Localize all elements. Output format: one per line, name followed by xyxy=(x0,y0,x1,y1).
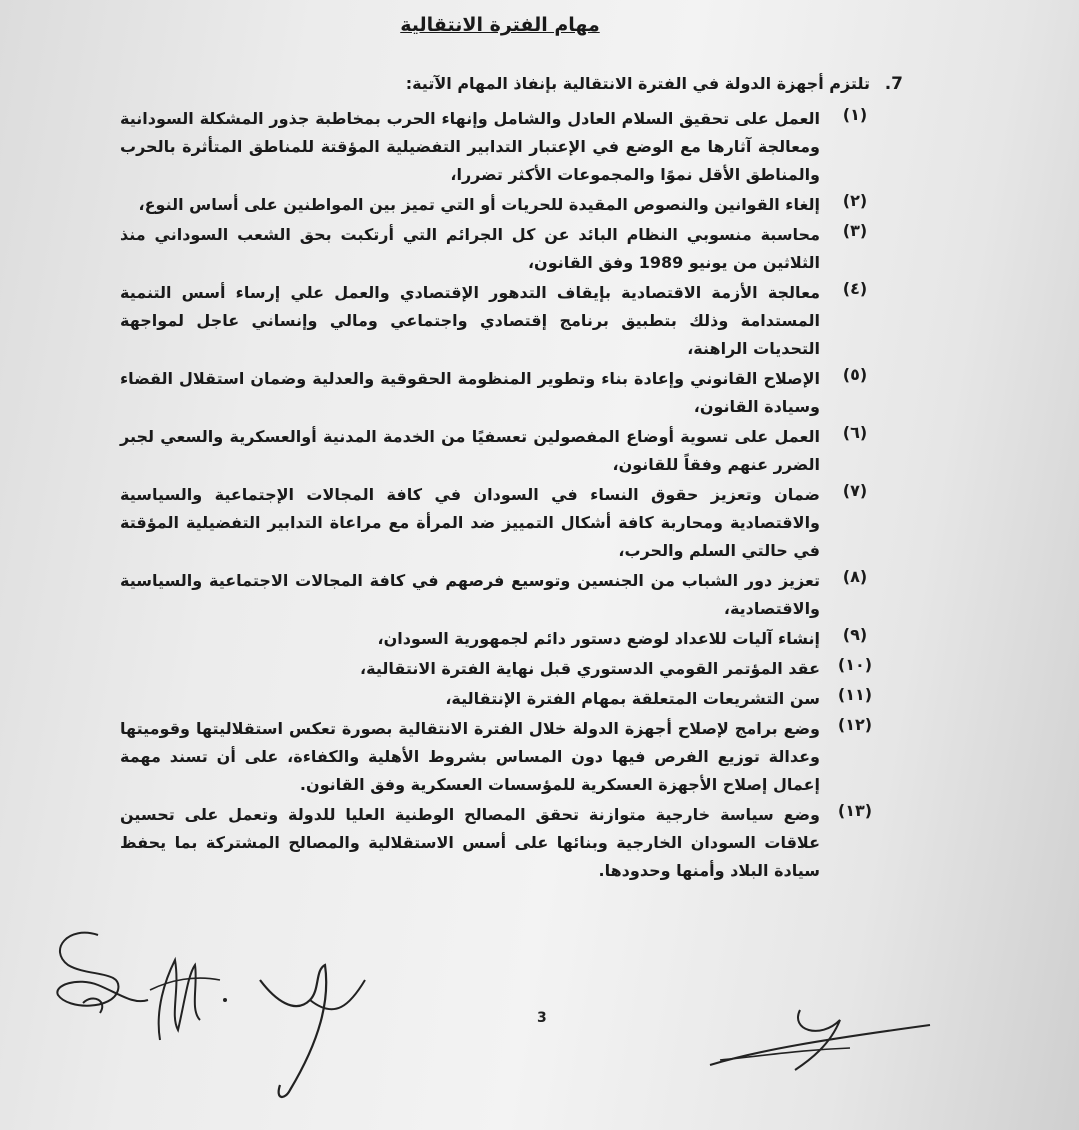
item-number: (١) xyxy=(842,105,868,124)
item-text: محاسبة منسوبي النظام البائد عن كل الجرائم التي أرتكبت بحق الشعب السوداني منذ الثلاثين من يونيو 1989 وفق القانون، xyxy=(120,225,820,272)
item-text: إلغاء القوانين والنصوص المقيدة للحريات أو التي تميز بين المواطنين على أساس النوع، xyxy=(138,195,820,214)
list-item xyxy=(120,221,880,277)
item-text: عقد المؤتمر القومي الدستوري قبل نهاية الفترة الانتقالية، xyxy=(360,659,820,678)
item-number: (٤) xyxy=(842,279,868,298)
item-number: (٧) xyxy=(842,481,868,500)
item-number: (٥) xyxy=(842,365,868,384)
item-number: (١٣) xyxy=(837,801,873,820)
signature-3 xyxy=(250,960,380,1110)
item-text: تعزيز دور الشباب من الجنسين وتوسيع فرصهم في كافة المجالات الاجتماعية والسياسية والاقتصادية، xyxy=(120,571,820,618)
list-item xyxy=(120,715,880,799)
list-item xyxy=(120,625,880,653)
item-number: (٩) xyxy=(842,625,868,644)
item-text: وضع برامج لإصلاح أجهزة الدولة خلال الفترة الانتقالية بصورة تعكس استقلاليتها وقوميتها وعدالة توزيع الفرص فيها دون المساس بشروط الأهلية والكفاءة، على أن تسند مهمة إعمال إصلاح الأجهزة العسكرية للمؤسسات العسكرية وفق القانون. xyxy=(120,719,820,794)
item-number: (٢) xyxy=(842,191,868,210)
signature-4 xyxy=(700,990,940,1080)
list-item xyxy=(120,567,880,623)
item-text: الإصلاح القانوني وإعادة بناء وتطوير المنظومة الحقوقية والعدلية وضمان استقلال القضاء وسيادة القانون، xyxy=(120,369,820,416)
list-item xyxy=(120,481,880,565)
list-item xyxy=(120,105,880,189)
item-number: (١٠) xyxy=(837,655,873,674)
clause-intro: تلتزم أجهزة الدولة في الفترة الانتقالية بإنفاذ المهام الآتية: xyxy=(405,74,870,93)
page-title: مهام الفترة الانتقالية xyxy=(400,14,600,36)
item-text: معالجة الأزمة الاقتصادية بإيقاف التدهور الإقتصادي والعمل علي إرساء أسس التنمية المستدامة وذلك بتطبيق برنامج إقتصادي واجتماعي ومالي وإنساني عاجل لمواجهة التحديات الراهنة، xyxy=(120,283,820,358)
item-number: (١١) xyxy=(837,685,873,704)
item-text: العمل على تسوية أوضاع المفصولين تعسفيًا من الخدمة المدنية أوالعسكرية والسعي لجبر الضرر عنهم وفقاً للقانون، xyxy=(120,427,820,474)
item-text: ضمان وتعزيز حقوق النساء في السودان في كافة المجالات الإجتماعية والسياسية والاقتصادية ومحاربة كافة أشكال التمييز ضد المرأة مع مراعاة التدابير التفضيلية المؤقتة في حالتي السلم والحرب، xyxy=(120,485,820,560)
item-number: (٣) xyxy=(842,221,868,240)
item-text: وضع سياسة خارجية متوازنة تحقق المصالح الوطنية العليا للدولة وتعمل على تحسين علاقات السودان الخارجية وبنائها على أسس الاستقلالية والمصالح المشتركة بما يحفظ سيادة البلاد وأمنها وحدودها. xyxy=(120,805,820,880)
page-number: 3 xyxy=(537,1010,547,1026)
signature-2 xyxy=(140,930,240,1060)
list-item xyxy=(120,655,880,683)
item-number: (٨) xyxy=(842,567,868,586)
task-list xyxy=(120,105,880,887)
item-text: إنشاء آليات للاعداد لوضع دستور دائم لجمهورية السودان، xyxy=(377,629,820,648)
item-text: العمل على تحقيق السلام العادل والشامل وإنهاء الحرب بمخاطبة جذور المشكلة السودانية ومعالجة آثارها مع الوضع في الإعتبار التدابير التفضيلية المؤقتة للمناطق المتأثرة بالحرب والمناطق الأقل نموًا والمجموعات الأكثر تضررا، xyxy=(120,109,820,184)
list-item xyxy=(120,685,880,713)
list-item xyxy=(120,191,880,219)
list-item xyxy=(120,279,880,363)
item-number: (١٢) xyxy=(837,715,873,734)
item-number: (٦) xyxy=(842,423,868,442)
list-item xyxy=(120,801,880,885)
list-item xyxy=(120,365,880,421)
item-text: سن التشريعات المتعلقة بمهام الفترة الإنتقالية، xyxy=(445,689,820,708)
clause-number: 7. xyxy=(884,74,903,94)
list-item xyxy=(120,423,880,479)
